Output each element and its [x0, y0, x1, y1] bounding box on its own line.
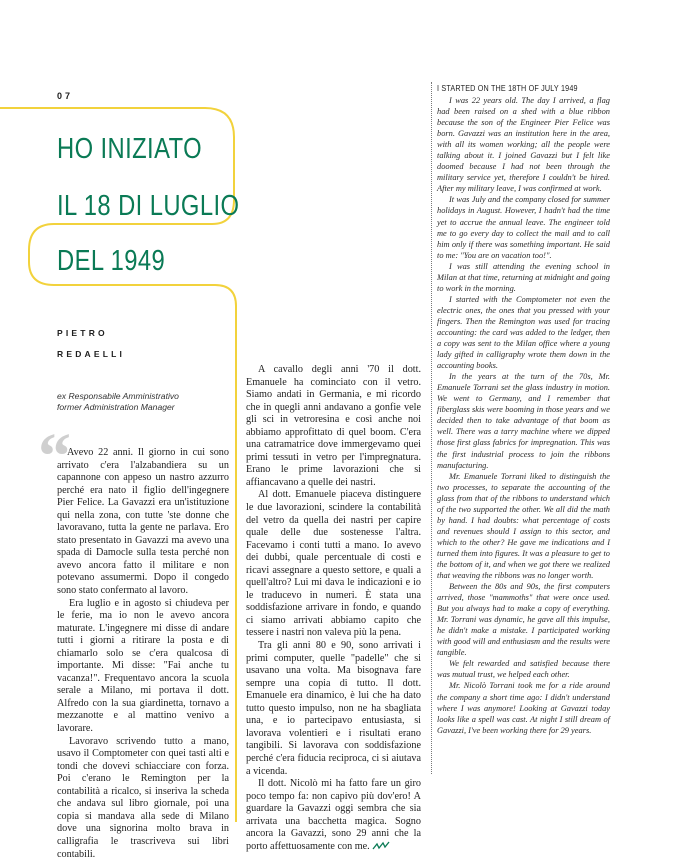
italian-paragraph: Al dott. Emanuele piaceva distinguere le due lavorazioni, scindere la contabilità del vetro da quella dei nastri per capire quale delle due sostenesse l'altra. Facevamo i conti tutti a mano. Io avevo dei dubbi, quale percentuale di costi e ricavi assegnare a questo settore, e quali a quell'altro? Lui mi dava le indicazioni e io le traducevo in numeri. È stata una soddisfazione arrivare in fondo, e quando ci siamo arrivati abbiamo capito che tessere i nastri non valeva più la pena. — [246, 489, 421, 639]
author-first-name: PIETRO — [57, 328, 108, 338]
english-column — [437, 95, 610, 736]
italian-column-2 — [246, 364, 421, 853]
english-paragraph: We felt rewarded and satisfied because there was mutual trust, we helped each other. — [437, 659, 610, 680]
italian-paragraph: Tra gli anni 80 e 90, sono arrivati i primi computer, quelle "padelle" che si usavano una volta. Ma bisognava fare sempre una copia di tutto. Il dott. Emanuele era dinamico, è lui che ha dato tutto questo impulso, non ne ha sbagliata una, e io partecipavo entusiasta, si lavorava volentieri e i risultati erano tangibili. Si lavorava con soddisfazione perché c'era fiducia reciproca, ci si aiutava a vicenda. — [246, 640, 421, 777]
english-paragraph: Mr. Emanuele Torrani liked to distinguish the two processes, to separate the accounting of the glass from that of the ribbons to understand which of the two supported the other. We all did the math by hand. I had doubts: what percentage of costs and revenues should I assign to this sector, and which to the other? He gave me indications and I turned them into figures. It was a pleasure to get to the bottom of it, and when we got there we realized that weaving the ribbons was no longer worth. — [437, 471, 610, 581]
quote-mark-icon: “ — [38, 420, 71, 493]
italian-column-1 — [57, 447, 229, 861]
english-paragraph: Mr. Nicolò Torrani took me for a ride around the company a short time ago: I didn't understand where I was anymore! Looking at Gavazzi today looks like a spell was cast. At night I still dream of Gavazzi, I've been working there for 29 years. — [437, 681, 610, 735]
english-paragraph: It was July and the company closed for summer holidays in August. However, I hadn't had the time yet to accrue the annual leave. The engineer told me to go every day to collect the mail and to call him only if there was something important. He said to me: "You are on vacation too!". — [437, 195, 610, 260]
title-line-2: IL 18 DI LUGLIO — [57, 190, 240, 222]
italian-paragraph: Avevo 22 anni. Il giorno in cui sono arrivato c'era l'alzabandiera su un capannone con appeso un nastro azzurro perché era nato il figlio dell'ingegnere Pier Felice. La Gavazzi era un'istituzione qui nella zona, con tutte 'ste donne che lavoravano, tutta la gente ne parlava. Ero stato presentato in Gavazzi ma avevo una spada di Damocle sulla testa perché non avevo ancora fatto il militare e non potevano assumermi. Dopo il congedo sono stato confermato al lavoro. — [57, 447, 229, 597]
italian-paragraph-text: Il dott. Nicolò mi ha fatto fare un giro poco tempo fa: non capivo più dov'ero! A guardare la Gavazzi oggi sembra che sia arrivata una bacchetta magica. Sogno ancora la Gavazzi, sono 29 anni che la porto affettuosamente con me. — [246, 778, 421, 852]
title-line-3: DEL 1949 — [57, 245, 166, 277]
english-paragraph: I was 22 years old. The day I arrived, a flag had been raised on a shed with a blue ribbon because the son of the Engineer Pier Felice was born. Gavazzi was an institution here in the area, with all its women working; all the people were talking about it. I joined Gavazzi but I felt like doomed because I had not been through the military service yet, therefore I couldn't be hired. After my military leave, I was confirmed at work. — [437, 96, 610, 194]
role-english: former Administration Manager — [57, 402, 175, 412]
role-italian: ex Responsabile Amministrativo — [57, 391, 179, 401]
english-paragraph: In the years at the turn of the 70s, Mr. Emanuele Torrani set the glass industry in motion. We went to Germany, and I remember that fiberglass skis were booming in those years and we decided then to take advantage of that boom as well. There was a tarry machine where we dipped those first glass fabrics for impregnation. This was the first industrial process to join the ribbons manufacturing. — [437, 372, 610, 470]
author-last-name: REDAELLI — [57, 349, 126, 359]
column-divider — [431, 82, 432, 774]
green-signature-icon — [372, 841, 390, 851]
title-line-1: HO INIZIATO — [57, 133, 202, 165]
english-title: I STARTED ON THE 18TH OF JULY 1949 — [437, 84, 578, 93]
page-number: 07 — [57, 91, 74, 101]
italian-paragraph: Lavoravo scrivendo tutto a mano, usavo il Comptometer con quei tasti alti e tondi che dovevi schiacciare con forza. Poi c'erano le Remington per la contabilità a ricalco, si inseriva la scheda che andava sul libro giornale, poi una copia si mandava alla sede di Milano dove una signorina molto brava in calligrafia le trascriveva sui libri contabili. — [57, 735, 229, 860]
italian-paragraph-last — [246, 778, 421, 853]
italian-paragraph: Era luglio e in agosto si chiudeva per le ferie, ma io non le avevo ancora maturate. L'ingegnere mi disse di andare tutti i giorni a ritirare la posta e di chiamarlo solo se c'era qualcosa di importante. Mi disse: "Fai anche tu vacanza!". Frequentavo ancora la scuola serale a Milano, mi portava il dott. Alfredo con la sua giardinetta, tornavo a mezzanotte e al mattino venivo a lavorare. — [57, 597, 229, 735]
english-paragraph: I was still attending the evening school in Milan at that time, returning at midnight and going to work in the morning. — [437, 261, 610, 293]
english-paragraph: Between the 80s and 90s, the first computers arrived, those "mammoths" that were once used. But you always had to make a copy of everything. Mr. Torrani was dynamic, he gave all this impulse, he didn't make a mistake. I participated working with good will and enthusiasm and the results were tangible. — [437, 582, 610, 658]
italian-paragraph: A cavallo degli anni '70 il dott. Emanuele ha cominciato con il vetro. Siamo andati in Germania, e mi ricordo che in quegli anni andavano a gonfie vele gli sci in vetroresina e così anche noi abbiamo approfittato di quel boom. C'era una catramatrice dove immergevamo quei primi tessuti in vetro per l'impregnatura. Erano le prime lavorazioni che si affiancavano a quelle dei nastri. — [246, 364, 421, 488]
english-paragraph: I started with the Comptometer not even the electric ones, the ones that you pressed with your fingers. Then the Remington was used for tracing accounting: the card was added to the ledger, then a copy was sent to the Milan office where a young lady gifted in calligraphy wrote them down in the accounting books. — [437, 294, 610, 371]
